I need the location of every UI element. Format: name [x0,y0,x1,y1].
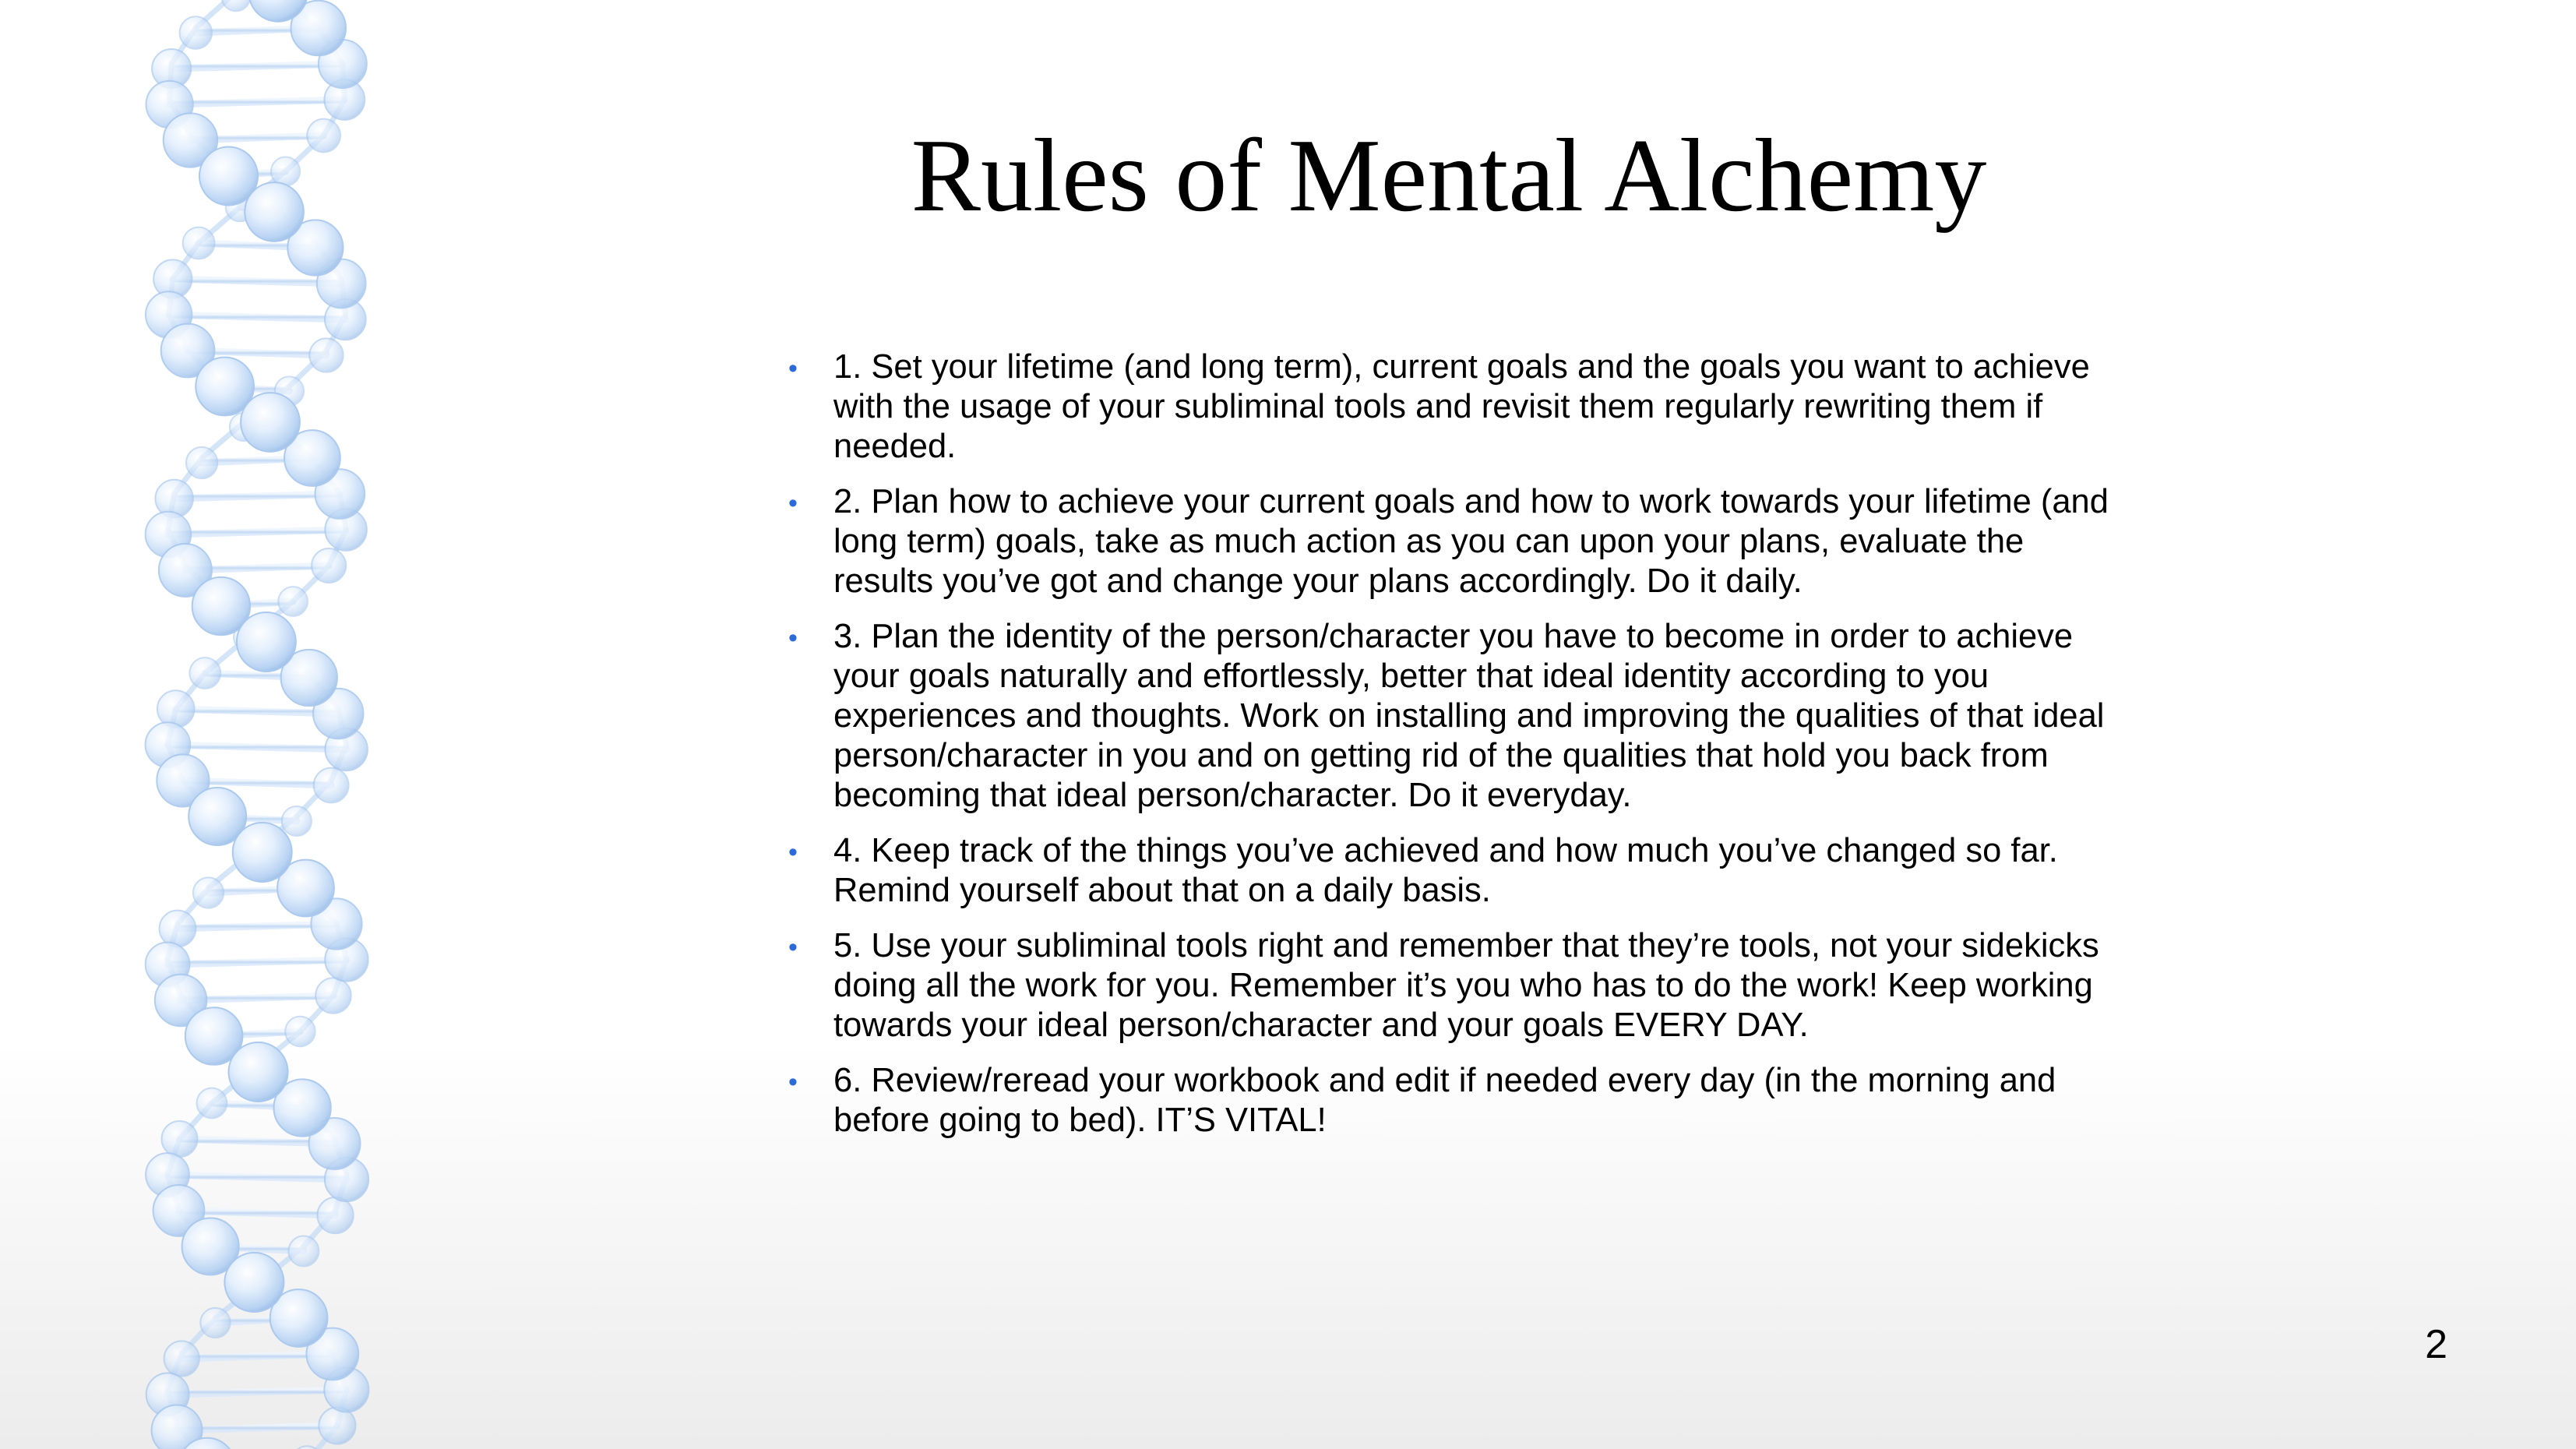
bullet-marker: • [788,837,798,867]
dna-sphere [222,0,251,11]
bullet-marker: • [788,933,798,962]
dna-sphere [319,1407,355,1444]
list-item [788,482,2128,601]
slide-title: Rules of Mental Alchemy [911,118,1987,233]
dna-sphere [278,587,308,616]
dna-sphere [315,978,351,1014]
dna-sphere [288,1236,319,1267]
bullet-list [788,347,2128,1156]
dna-sphere [180,16,212,48]
dna-rung [170,100,345,104]
list-item [788,1061,2128,1141]
bullet-text: 1. Set your lifetime (and long term), current goals and the goals you want to achieve with the usage of your subliminal tools and revisit them regularly rewriting them if needed. [833,348,2090,465]
list-item [788,926,2128,1045]
bullet-text: 6. Review/reread your workbook and edit if needed every day (in the morning and before going to bed). IT’S VITAL! [833,1062,2056,1139]
dna-rung [169,315,346,319]
dna-rung [167,1390,347,1394]
dna-rung [171,64,343,69]
dna-sphere [307,119,340,153]
dna-sphere [314,768,349,803]
bullet-text: 3. Plan the identity of the person/character you have to become in order to achieve your goals naturally and effortlessly, better that ideal identity according to you experiences and thoughts. Work on installing and improving the qualities of that ideal person/character in you and on getting rid of the qualities that hold you back from becoming that ideal person/character. Do it everyday. [833,618,2105,814]
page-number: 2 [2425,1322,2447,1367]
dna-sphere [282,806,312,836]
list-item [788,831,2128,911]
bullet-text: 2. Plan how to achieve your current goals and how to work towards your lifetime (and long term) goals, take as much action as you can upon your plans, evaluate the results you’ve got and change your plans accordingly. Do it daily. [833,483,2109,600]
dna-sphere [164,1341,199,1376]
dna-helix-image [117,0,428,1449]
bullet-marker: • [788,354,798,383]
dna-sphere [224,1253,284,1312]
dna-sphere [285,1017,315,1046]
dna-sphere [186,447,217,478]
bullet-text: 4. Keep track of the things you’ve achieved and how much you’ve changed so far. Remind yourself about that on a daily basis. [833,832,2058,909]
bullet-marker: • [788,623,798,653]
dna-sphere [241,393,300,452]
dna-sphere [189,658,220,689]
dna-sphere [309,338,343,372]
dna-sphere [233,823,292,882]
dna-sphere [271,157,300,185]
dna-sphere [157,690,195,728]
dna-rung [167,745,346,749]
dna-sphere [245,182,304,242]
dna-sphere [312,548,346,583]
dna-rung [167,1175,347,1179]
dna-sphere [183,227,215,259]
dna-sphere [237,612,296,672]
dna-rung [167,960,347,964]
bullet-marker: • [788,488,798,518]
dna-sphere [162,1121,198,1157]
dna-sphere [200,1308,230,1338]
bullet-text: 5. Use your subliminal tools right and remember that they’re tools, not your sidekicks doing all the work for you. Remember it’s you who has to do the work! Keep working towards your ideal person/character and your goals EVERY DAY. [833,927,2099,1044]
dna-sphere [160,911,196,947]
list-item [788,617,2128,816]
dna-sphere [229,1042,288,1102]
dna-rung [168,530,346,534]
dna-rung [173,279,341,284]
list-item [788,347,2128,467]
dna-sphere [197,1088,227,1119]
bullet-marker: • [788,1067,798,1097]
dna-sphere [193,877,224,908]
dna-sphere [317,1197,353,1233]
